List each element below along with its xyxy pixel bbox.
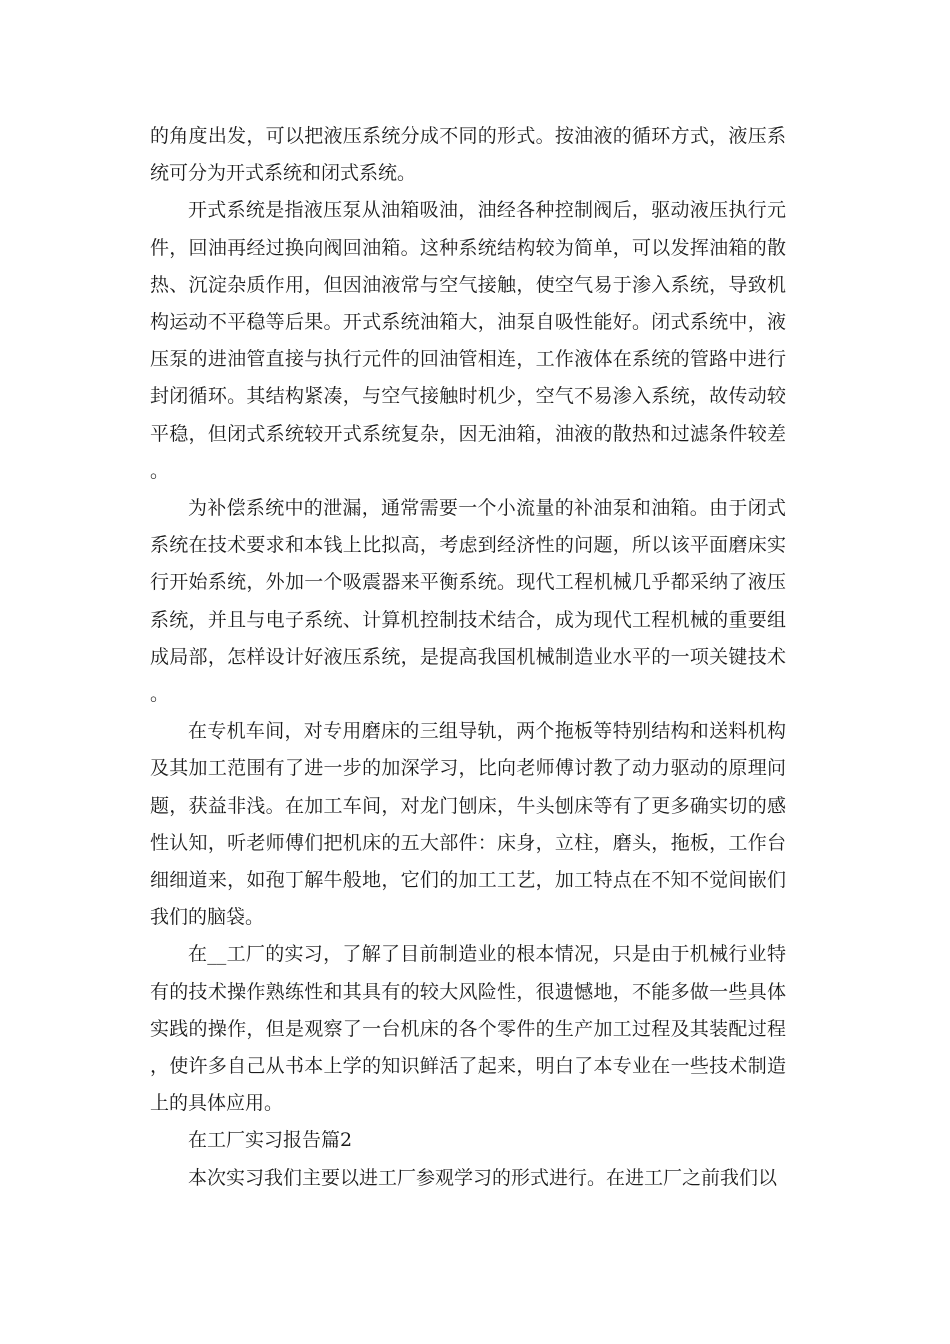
paragraph-4: 在专机车间，对专用磨床的三组导轨，两个拖板等特别结构和送料机构及其加工范围有了进一步的加深学习，比向老师傅讨教了动力驱动的原理问题，获益非浅。在加工车间，对龙门刨床，牛头刨床等有了更多确实切的感性认知，听老师傅们把机床的五大部件：床身，立柱，磨头，拖板，工作台细细道来，如孢丁解牛般地，它们的加工工艺，加工特点在不知不觉间嵌们我们的脑袋。: [150, 720, 786, 929]
paragraph-2: 开式系统是指液压泵从油箱吸油，油经各种控制阀后，驱动液压执行元件，回油再经过换向阀回油箱。这种系统结构较为简单，可以发挥油箱的散热、沉淀杂质作用，但因油液常与空气接触，使空气易于渗入系统，导致机构运动不平稳等后果。开式系统油箱大，油泵自吸性能好。闭式系统中，液压泵的进油管直接与执行元件的回油管相连，工作液体在系统的管路中进行封闭循环。其结构紧凑，与空气接触时机少，空气不易渗入系统，故传动较平稳，但闭式系统较开式系统复杂，因无油箱，油液的散热和过滤条件较差。: [150, 199, 786, 482]
paragraph-6: 本次实习我们主要以进工厂参观学习的形式进行。在进工厂之前我们以: [188, 1166, 778, 1189]
paragraph-5: 在__工厂的实习，了解了目前制造业的根本情况，只是由于机械行业特有的技术操作熟练性和其具有的较大风险性，很遗憾地，不能多做一些具体实践的操作，但是观察了一台机床的各个零件的生产加工过程及其装配过程，使许多自己从书本上学的知识鲜活了起来，明白了本专业在一些技术制造上的具体应用。: [150, 943, 786, 1115]
section-heading: 在工厂实习报告篇2: [188, 1129, 353, 1152]
paragraph-1: 的角度出发，可以把液压系统分成不同的形式。按油液的循环方式，液压系统可分为开式系统和闭式系统。: [150, 125, 786, 185]
document-page: [150, 118, 786, 1197]
paragraph-3: 为补偿系统中的泄漏，通常需要一个小流量的补油泵和油箱。由于闭式系统在技术要求和本钱上比拟高，考虑到经济性的问题，所以该平面磨床实行开始系统，外加一个吸震器来平衡系统。现代工程机械几乎都采纳了液压系统，并且与电子系统、计算机控制技术结合，成为现代工程机械的重要组成局部，怎样设计好液压系统，是提高我国机械制造业水平的一项关键技术。: [150, 497, 786, 706]
